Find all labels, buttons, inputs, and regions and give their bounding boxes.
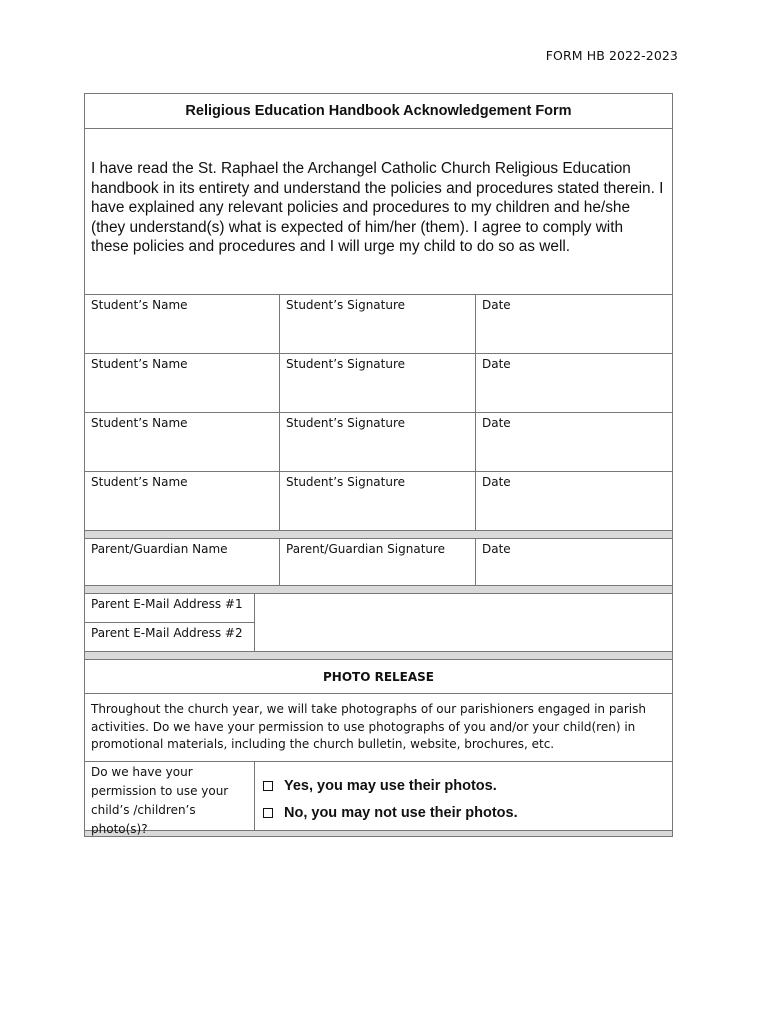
student-date-field[interactable]: Date	[482, 298, 511, 312]
student-row	[85, 294, 672, 353]
student-name-field[interactable]: Student’s Name	[85, 472, 280, 530]
checkbox-icon[interactable]	[263, 808, 273, 818]
email-1-label: Parent E-Mail Address #1	[91, 597, 243, 611]
form-code: FORM HB 2022-2023	[545, 48, 678, 63]
email-input-area[interactable]	[255, 594, 672, 651]
form-title: Religious Education Handbook Acknowledgement Form	[185, 103, 572, 119]
section-divider	[85, 651, 672, 659]
student-signature-field[interactable]: Student’s Signature	[280, 413, 476, 471]
acknowledgement-statement: I have read the St. Raphael the Archangel Catholic Church Religious Education handbook in its entirety and understand the policies and procedures stated therein. I have explained any relevant policies and procedures to my children and he/she (they understand(s) what is expected of him/her (them). I agree to comply with these policies and procedures and I will urge my child to do so as well.	[85, 128, 672, 294]
section-divider	[85, 530, 672, 538]
parent-name-field[interactable]: Parent/Guardian Name	[85, 539, 280, 585]
photo-permission-options	[255, 762, 672, 830]
student-row	[85, 412, 672, 471]
option-yes-label: Yes, you may use their photos.	[284, 777, 497, 794]
email-2-label: Parent E-Mail Address #2	[85, 622, 254, 650]
email-labels	[85, 594, 255, 651]
option-no[interactable]	[261, 799, 672, 826]
student-name-field[interactable]: Student’s Name	[85, 413, 280, 471]
option-no-label: No, you may not use their photos.	[284, 804, 518, 821]
parent-signature-field[interactable]: Parent/Guardian Signature	[280, 539, 476, 585]
option-yes[interactable]	[261, 772, 672, 799]
section-divider	[85, 830, 672, 836]
parent-row	[85, 538, 672, 585]
student-signature-field[interactable]: Student’s Signature	[280, 354, 476, 412]
photo-release-text: Throughout the church year, we will take photographs of our parishioners engaged in parish activities. Do we have your permission to use photographs of you and/or your child(ren) in promotional materials, including the church bulletin, website, brochures, etc.	[85, 693, 672, 761]
student-date-field[interactable]: Date	[482, 357, 511, 371]
photo-permission-row	[85, 761, 672, 836]
photo-permission-question: Do we have your permission to use your child’s /children’s photo(s)?	[85, 762, 255, 830]
photo-release-heading: PHOTO RELEASE	[85, 659, 672, 693]
student-signature-field[interactable]: Student’s Signature	[280, 295, 476, 353]
student-row	[85, 353, 672, 412]
student-date-field[interactable]: Date	[482, 475, 511, 489]
email-section	[85, 593, 672, 651]
student-name-field[interactable]: Student’s Name	[85, 295, 280, 353]
checkbox-icon[interactable]	[263, 781, 273, 791]
acknowledgement-form	[84, 93, 673, 837]
student-signature-field[interactable]: Student’s Signature	[280, 472, 476, 530]
student-row	[85, 471, 672, 530]
student-date-field[interactable]: Date	[482, 416, 511, 430]
student-name-field[interactable]: Student’s Name	[85, 354, 280, 412]
parent-date-field[interactable]: Date	[482, 542, 511, 556]
section-divider	[85, 585, 672, 593]
